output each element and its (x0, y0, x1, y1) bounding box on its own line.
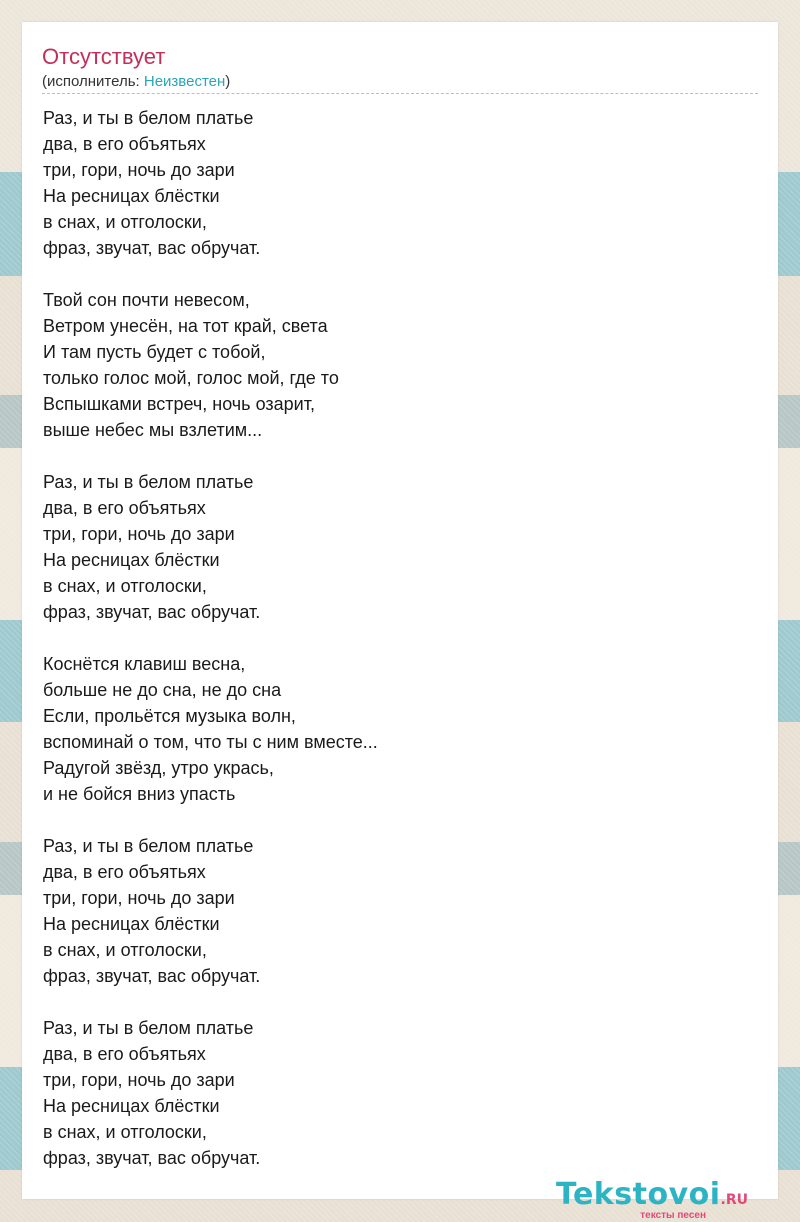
lyrics-stanza (43, 287, 753, 443)
lyrics-line: Раз, и ты в белом платье (43, 1018, 254, 1038)
lyrics-line: И там пусть будет с тобой, (43, 342, 266, 362)
lyrics-line: На ресницах блёстки (43, 914, 220, 934)
lyrics-line: На ресницах блёстки (43, 186, 220, 206)
lyrics-line: Твой сон почти невесом, (43, 290, 250, 310)
lyrics-line: вспоминай о том, что ты с ним вместе... (43, 732, 378, 752)
lyrics-line: Коснётся клавиш весна, (43, 654, 246, 674)
lyrics-stanza (43, 105, 753, 261)
lyrics-body (43, 105, 753, 1197)
lyrics-line: в снах, и отголоски, (43, 1122, 207, 1142)
lyrics-stanza (43, 651, 753, 807)
lyrics-stanza (43, 833, 753, 989)
lyrics-line: На ресницах блёстки (43, 550, 220, 570)
lyrics-line: Если, прольётся музыка волн, (43, 706, 296, 726)
logo-tagline: тексты песен (640, 1210, 706, 1221)
artist-prefix: (исполнитель: (42, 73, 144, 90)
lyrics-line: два, в его объятьях (43, 134, 206, 154)
song-title: Отсутствует (42, 44, 166, 69)
lyrics-line: три, гори, ночь до зари (43, 160, 235, 180)
lyrics-line: три, гори, ночь до зари (43, 524, 235, 544)
lyrics-stanza (43, 1015, 753, 1171)
lyrics-line: больше не до сна, не до сна (43, 680, 282, 700)
lyrics-line: выше небес мы взлетим... (43, 420, 263, 440)
lyrics-line: фраз, звучат, вас обручат. (43, 238, 261, 258)
lyrics-line: в снах, и отголоски, (43, 940, 207, 960)
lyrics-line: Радугой звёзд, утро укрась, (43, 758, 274, 778)
lyrics-line: в снах, и отголоски, (43, 212, 207, 232)
lyrics-line: только голос мой, голос мой, где то (43, 368, 339, 388)
lyrics-line: в снах, и отголоски, (43, 576, 207, 596)
lyrics-line: и не бойся вниз упасть (43, 784, 236, 804)
lyrics-line: фраз, звучат, вас обручат. (43, 966, 261, 986)
lyrics-line: фраз, звучат, вас обручат. (43, 1148, 261, 1168)
lyrics-line: Раз, и ты в белом платье (43, 836, 254, 856)
lyrics-line: Вспышками встреч, ночь озарит, (43, 394, 315, 414)
logo-domain-suffix: .RU (720, 1192, 748, 1208)
artist-suffix: ) (225, 73, 231, 90)
logo-wordmark: Tekstovoi (555, 1177, 721, 1212)
lyrics-line: Раз, и ты в белом платье (43, 472, 254, 492)
lyrics-line: два, в его объятьях (43, 1044, 206, 1064)
site-logo[interactable] (555, 1177, 748, 1221)
lyrics-line: два, в его объятьях (43, 498, 206, 518)
lyrics-line: три, гори, ночь до зари (43, 888, 235, 908)
title-divider (42, 93, 758, 94)
lyrics-line: Раз, и ты в белом платье (43, 108, 254, 128)
lyrics-card (22, 22, 778, 1221)
lyrics-line: Ветром унесён, на тот край, света (43, 316, 328, 336)
artist-line (42, 73, 230, 91)
lyrics-line: На ресницах блёстки (43, 1096, 220, 1116)
lyrics-stanza (43, 469, 753, 625)
lyrics-line: фраз, звучат, вас обручат. (43, 602, 261, 622)
lyrics-line: два, в его объятьях (43, 862, 206, 882)
lyrics-line: три, гори, ночь до зари (43, 1070, 235, 1090)
artist-link[interactable]: Неизвестен (143, 73, 226, 90)
